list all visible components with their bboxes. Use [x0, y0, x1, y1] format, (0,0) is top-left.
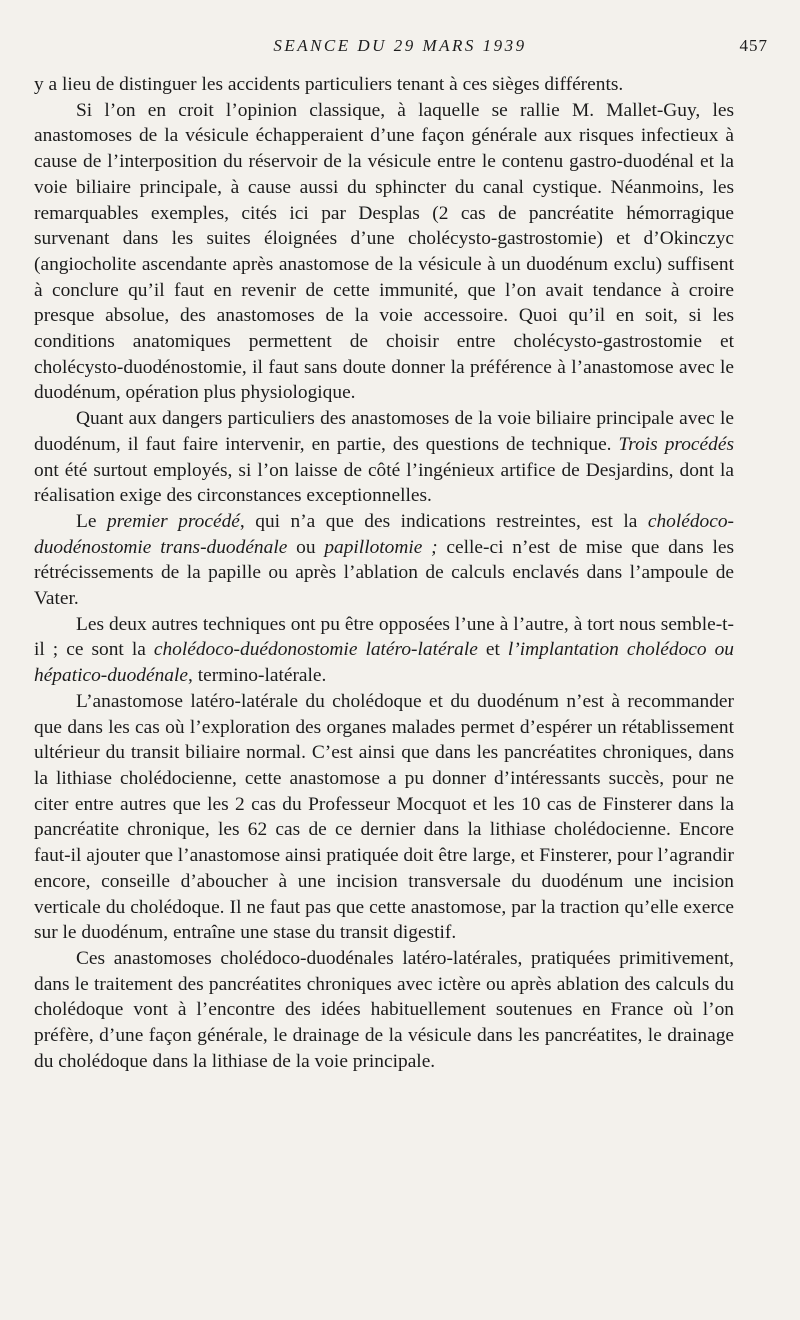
- body-text: [34, 72, 734, 1074]
- paragraph-4-text-3: ou: [287, 536, 325, 558]
- page-number: 457: [739, 36, 768, 55]
- paragraph-2: Si l’on en croit l’opinion classique, à laquelle se rallie M. Mallet-Guy, les anastomoses de la vésicule échapperaient d’une façon générale aux risques infectieux à cause de l’interposition du réservoir de la vésicule entre le contenu gastro-duodénal et la voie biliaire principale, à cause aussi du sphincter du canal cystique. Néanmoins, les remarquables exemples, cités ici par Desplas (2 cas de pancréatite hémorragique survenant dans les suites éloignées d’une cholécysto-gastrostomie) et d’Okinczyc (angiocholite ascendante après anastomose de la vésicule à un duodénum exclu) suffisent à conclure qu’il faut en revenir de cette immunité, que l’on avait tendance à croire presque absolue, des anastomoses de la voie accessoire. Quoi qu’il en soit, si les conditions anatomiques permettent de choisir entre cholécysto-gastrostomie et cholécysto-duodénostomie, il faut sans doute donner la préférence à l’anastomose avec le duodénum, opération plus physiologique.: [34, 99, 734, 404]
- paragraph-1: y a lieu de distinguer les accidents particuliers tenant à ces sièges différents.: [34, 74, 624, 95]
- paragraph-3-text-2: ont été surtout employés, si l’on laisse de côté l’ingénieux artifice de Desjardins, dont la réalisation exige des circonstances exceptionnelles.: [34, 459, 734, 507]
- paragraph-5-text-1: Les deux autres techniques ont pu être opposées l’une à l’autre, à tort nous semble-t-il ; ce sont la: [34, 613, 734, 661]
- paragraph-5-text-2: et: [477, 639, 508, 661]
- paragraph-5: [34, 612, 734, 689]
- paragraph-7: Ces anastomoses cholédoco-duodénales latéro-latérales, pratiquées primitivement, dans le traitement des pancréatites chroniques avec ictère ou après ablation des calculs du cholédoque vont à l’encontre des idées habituellement soutenues en France où l’on préfère, d’une façon générale, le drainage de la vésicule dans les pancréatites, le drainage du cholédoque dans la lithiase de la voie principale.: [34, 947, 734, 1072]
- paragraph-5-emphasis-1: cholédoco-duédonostomie latéro-latérale: [153, 639, 478, 661]
- paragraph-3: [34, 406, 734, 509]
- paragraph-3-emphasis: Trois procédés: [618, 433, 734, 455]
- paragraph-6: L’anastomose latéro-latérale du cholédoque et du duodénum n’est à recommander que dans les cas où l’exploration des organes malades permet d’espérer un rétablissement ultérieur du transit biliaire normal. C’est ainsi que dans les pancréatites chroniques, dans la lithiase cholédocienne, cette anastomose a pu donner d’intéressants succès, pour ne citer entre autres que les 2 cas du Professeur Mocquot et les 10 cas de Finsterer dans la pancréatite chronique, les 62 cas de ce dernier dans la lithiase cholédocienne. Encore faut-il ajouter que l’anastomose ainsi pratiquée doit être large, et Finsterer, pour l’agrandir encore, conseille d’aboucher à une incision transversale du duodénum une incision verticale du cholédoque. Il ne faut pas que cette anastomose, par la traction qu’elle exerce sur le duodénum, entraîne une stase du transit digestif.: [34, 690, 734, 944]
- paragraph-3-text-1: Quant aux dangers particuliers des anastomoses de la voie biliaire principale avec le duodénum, il faut faire intervenir, en partie, des questions de technique.: [34, 408, 734, 455]
- paragraph-5-emphasis-2: l’implantation cholédoco ou hépatico-duodénale: [34, 639, 734, 687]
- running-title: SEANCE DU 29 MARS 1939: [273, 36, 527, 55]
- paragraph-4-emphasis-2: cholédoco-duodénostomie trans-duodénale: [34, 510, 734, 558]
- running-header: [0, 36, 800, 60]
- paragraph-4-text-1: Le: [76, 510, 107, 532]
- paragraph-4-text-4: celle-ci n’est de mise que dans les rétrécissements de la papille ou après l’ablation de calculs enclavés dans l’ampoule de Vater.: [34, 536, 735, 610]
- paragraph-4: [34, 509, 734, 612]
- paragraph-5-text-3: , termino-latérale.: [188, 665, 327, 687]
- paragraph-4-text-2: , qui n’a que des indications restreintes, est la: [239, 510, 648, 532]
- paragraph-4-emphasis-1: premier procédé: [106, 510, 240, 532]
- paragraph-4-emphasis-3: papillotomie ;: [324, 536, 438, 558]
